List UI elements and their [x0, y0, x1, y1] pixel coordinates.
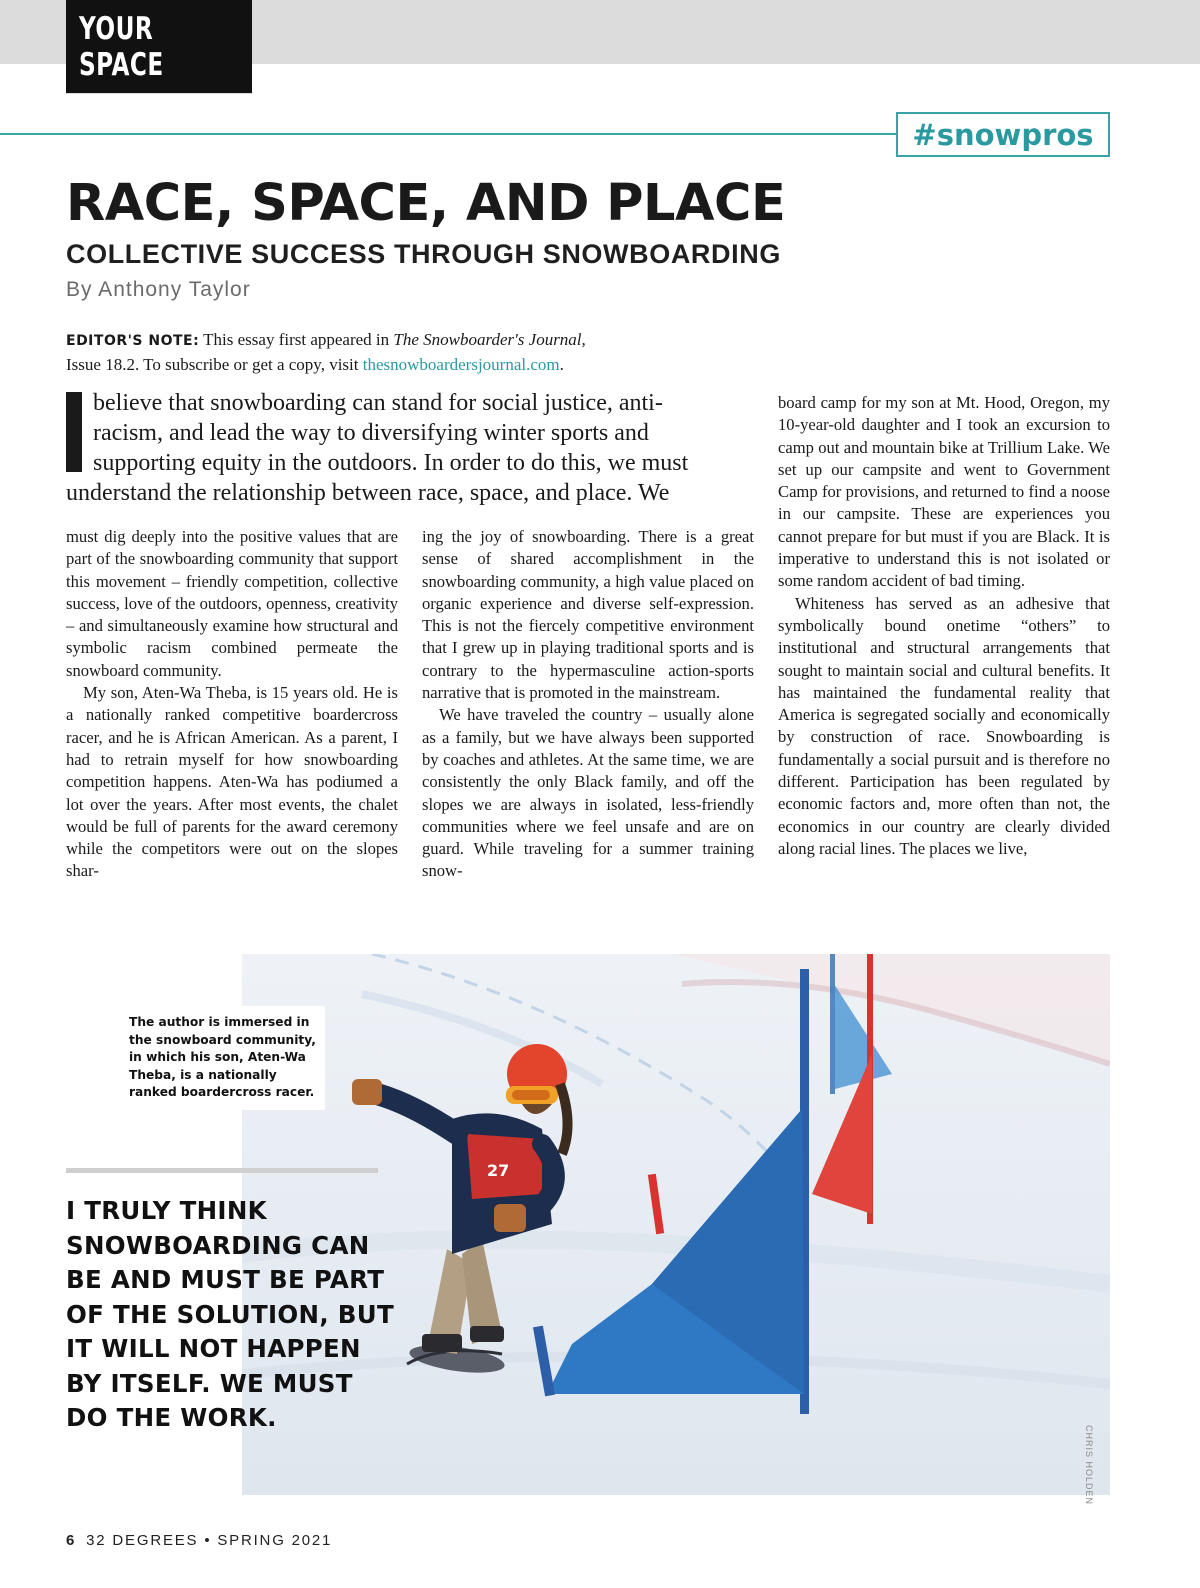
body-paragraph: Whiteness has served as an adhesive that symbolically bound onetime “others” to institutional and structural arrangements that sought to maintain social and cultural benefits. It has maintained the fundamental reality that America is segregated socially and economically by construction of race. Snowboarding is fundamentally a social pursuit and is therefore no different. Participation has been regulated by economic factors and, more often than not, the economics in our country are clearly divided along racial lines. The places we live,	[778, 593, 1110, 858]
svg-text:27: 27	[487, 1161, 510, 1180]
journal-link[interactable]: thesnowboardersjournal.com	[362, 355, 560, 374]
drop-cap-i	[66, 392, 82, 472]
body-paragraph: We have traveled the country – usually alone as a family, but we have always been supported by coaches and athletes. At the same time, we are consistently the only Black family, and off the slopes we are always in isolated, less-friendly communities where we feel unsafe and are on guard. While traveling for a summer training snow-	[422, 705, 754, 881]
lede-line: believe that snowboarding can stand for social justice, anti-	[93, 390, 663, 416]
pull-quote-line: DO THE WORK.	[66, 1403, 277, 1432]
editor-note-text-2: Issue 18.2. To subscribe or get a copy, visit	[66, 355, 359, 374]
pull-quote	[66, 1194, 406, 1436]
subheadline: COLLECTIVE SUCCESS THROUGH SNOWBOARDING	[66, 239, 781, 269]
section-tab	[66, 0, 252, 93]
editor-note-text: This essay first appeared in	[203, 330, 390, 349]
body-column-1	[66, 526, 398, 883]
editor-note-label: EDITOR'S NOTE:	[66, 333, 200, 349]
pull-quote-line: BE AND MUST BE PART	[66, 1265, 385, 1294]
body-column-3	[778, 392, 1110, 860]
pull-quote-line: OF THE SOLUTION, BUT	[66, 1299, 394, 1329]
photo-caption: The author is immersed in the snowboard community, in which his son, Aten-Wa Theba, is a nationally ranked boardercross racer.	[121, 1006, 325, 1110]
pull-quote-line: BY ITSELF. WE MUST	[66, 1368, 353, 1398]
pull-quote-line: I TRULY THINK	[66, 1196, 267, 1225]
pull-quote-line: IT WILL NOT HAPPEN	[66, 1334, 361, 1363]
page-number: 6	[66, 1532, 77, 1549]
body-column-2	[422, 526, 754, 883]
byline: By Anthony Taylor	[66, 278, 251, 301]
body-paragraph: ing the joy of snowboarding. There is a great sense of shared accomplishment in the snowboarding community, a high value placed on organic experience and diverse self-expression. This is not the fiercely competitive environment that I grew up in playing traditional sports and is contrary to the hypermasculine action-sports narrative that is promoted in the mainstream.	[422, 527, 754, 703]
publication-issue: 32 DEGREES • SPRING 2021	[86, 1532, 333, 1549]
accent-rule	[0, 133, 898, 135]
lede-line: supporting equity in the outdoors. In order to do this, we must	[93, 450, 689, 476]
body-paragraph: board camp for my son at Mt. Hood, Oregon, my 10-year-old daughter and I took an excursion to camp out and mountain bike at Trillium Lake. We set up our campsite and went to Government Camp for provisions, and returned to find a noose in our campsite. These are experiences you cannot prepare for but must if you are Black. It is imperative to understand this is not isolated or some random accident of bad timing.	[778, 393, 1110, 591]
page-footer	[66, 1532, 332, 1549]
section-tab-label: YOUR SPACE	[79, 10, 164, 83]
lede-line: racism, and lead the way to diversifying winter sports and	[93, 420, 649, 446]
editor-note	[66, 328, 766, 377]
editor-note-end: .	[559, 355, 564, 374]
lede-line: understand the relationship between race, space, and place. We	[66, 480, 670, 506]
lede-paragraph	[66, 388, 754, 508]
pull-quote-line: SNOWBOARDING CAN	[66, 1230, 370, 1260]
photo-credit: CHRIS HOLDEN	[1084, 1425, 1094, 1506]
headline: RACE, SPACE, AND PLACE	[66, 174, 786, 233]
hashtag-badge: #snowpros	[896, 112, 1110, 157]
body-paragraph: must dig deeply into the positive values that are part of the snowboarding community that support this movement – friendly competition, collective success, love of the outdoors, openness, creativity – and simultaneously examine how structural and symbolic racism combined permeate the snowboard community.	[66, 527, 398, 680]
pull-quote-rule	[66, 1168, 378, 1173]
body-paragraph: My son, Aten-Wa Theba, is 15 years old. He is a nationally ranked competitive boardercross racer, and he is African American. As a parent, I had to retrain myself for how snowboarding competition happens. Aten-Wa has podiumed a lot over the years. After most events, the chalet would be full of parents for the award ceremony while the competitors were out on the slopes shar-	[66, 683, 398, 881]
editor-note-publication: The Snowboarder's Journal,	[393, 330, 586, 349]
